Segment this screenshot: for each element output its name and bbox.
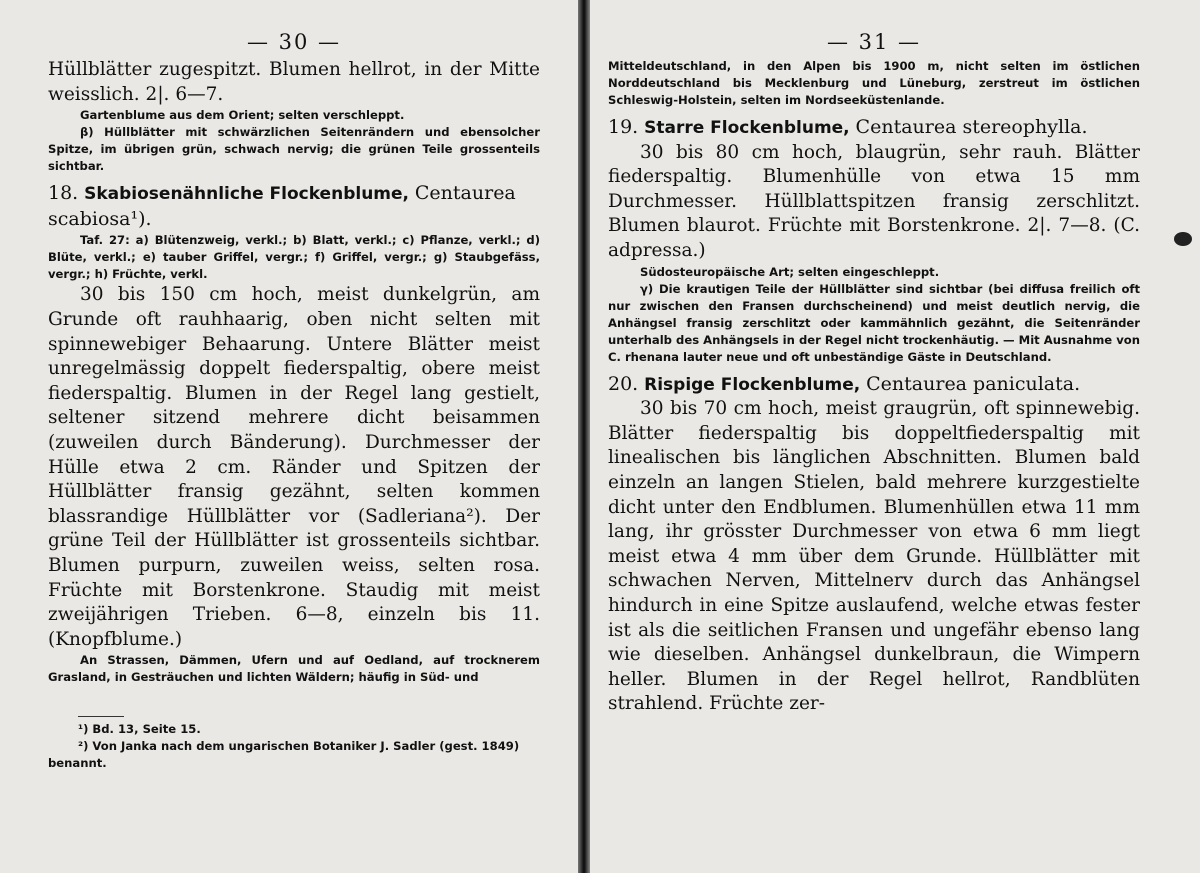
species-description-20: 30 bis 70 cm hoch, meist graugrün, oft spinnewebig. Blätter fiederspaltig bis doppeltfiederspaltig mit linealischen bis länglichen Abschnitten. Blumen bald einzeln an langen Stielen, bald mehrere kurzgestielte dicht unter den Endblumen. Blumenhüllen etwa 11 mm lang, ihr grösster Durchmesser von etwa 6 mm liegt meist etwa 4 mm über dem Grunde. Hüllblätter mit schwachen Nerven, Mittelnerv durch das Anhängsel hindurch in eine Spitze auslaufend, welche etwas fester ist als die seitlichen Fransen und ungefähr ebenso lang wie dieselben. Anhängsel dunkelbraun, die Wimpern heller. Blumen in der Regel hellrot, Randblüten strahlend. Früchte zer- (608, 398, 1140, 715)
species-name: Starre Flockenblume, (644, 118, 850, 138)
ink-speck (1174, 232, 1192, 246)
species-heading-18 (48, 181, 540, 232)
species-heading-20 (608, 372, 1140, 398)
species-number: 20. (608, 372, 639, 395)
footnote-rule (78, 716, 124, 717)
species-heading-19 (608, 115, 1140, 141)
book-gutter (578, 0, 590, 873)
species-latin: Centaurea paniculata. (866, 372, 1081, 395)
footnote-1: ¹) Bd. 13, Seite 15. (78, 722, 201, 737)
species-number: 19. (608, 116, 639, 138)
note-19: Südosteuropäische Art; selten eingeschleppt. (640, 264, 940, 279)
species-description-19: 30 bis 80 cm hoch, blaugrün, sehr rauh. Blätter fiederspaltig. Blumenhülle von etwa 15 mm Durchmesser. Hüllblattspitzen fransig zerschlitzt. Blumen blaurot. Früchte mit Borstenkrone. 2|. 7—8. (C. adpressa.) (608, 141, 1140, 261)
footnote-2: ²) Von Janka nach dem ungarischen Botaniker J. Sadler (gest. 1849) benannt. (48, 739, 520, 771)
species-latin: Centaurea scabiosa¹). (48, 182, 516, 230)
note-garden: Gartenblume aus dem Orient; selten verschleppt. (80, 108, 405, 123)
plate-note: Taf. 27: a) Blütenzweig, verkl.; b) Blatt, verkl.; c) Pflanze, verkl.; d) Blüte, verkl.; e) tauber Griffel, vergr.; f) Griffel, vergr.; g) Staubgefäss, vergr.; h) Früchte, verkl. (48, 233, 540, 282)
note-beta: β) Hüllblätter mit schwärzlichen Seitenrändern und ebensolcher Spitze, im übrigen grün, schwach nervig; die grünen Teile grossenteils sichtbar. (48, 125, 540, 174)
habitat-continued: Mitteldeutschland, in den Alpen bis 1900 m, nicht selten im östlichen Norddeutschland bis Mecklenburg und Lüneburg, zerstreut im östlichen Schleswig-Holstein, selten im Nordseeküstenlande. (608, 59, 1140, 107)
page-number-right: — 31 — (826, 30, 922, 54)
page-number-left: — 30 — (246, 30, 342, 54)
right-page (590, 0, 1200, 873)
intro-text: Hüllblätter zugespitzt. Blumen hellrot, in der Mitte weisslich. 2|. 6—7. (48, 59, 540, 105)
species-latin: Centaurea stereophylla. (855, 116, 1088, 138)
footnotes (48, 716, 540, 772)
species-number: 18. (48, 182, 79, 205)
left-page (0, 0, 578, 873)
note-gamma: γ) Die krautigen Teile der Hüllblätter sind sichtbar (bei diffusa freilich oft nur zwischen den Fransen durchscheinend) und meist deutlich nervig, die Anhängsel fransig zerschlitzt oder kammähnlich gezähnt, die Seitenränder unterhalb des Anhängsels in der Regel nicht trockenhäutig. — Mit Ausnahme von C. rhenana lauter neue und oft unbeständige Gäste in Deutschland. (608, 281, 1140, 364)
species-name: Rispige Flockenblume, (644, 374, 861, 395)
species-name: Skabiosenähnliche Flockenblume, (84, 184, 409, 205)
species-description-18: 30 bis 150 cm hoch, meist dunkelgrün, am Grunde oft rauhhaarig, oben nicht selten mit spinnewebiger Behaarung. Untere Blätter meist unregelmässig doppelt fiederspaltig, obere meist fiederspaltig. Blumen in der Regel lang gestielt, seltener sitzend mehrere dicht beisammen (zuweilen durch Bänderung). Durchmesser der Hülle etwa 2 cm. Ränder und Spitzen der Hüllblätter fransig gezähnt, selten kommen blassrandige Hüllblätter vor (Sadleriana²). Der grüne Teil der Hüllblätter ist grossenteils sichtbar. Blumen purpurn, zuweilen weiss, selten rosa. Früchte mit Borstenkrone. Staudig mit meist zweijährigen Trieben. 6—8, einzeln bis 11. (Knopfblume.) (48, 284, 540, 650)
habitat-18: An Strassen, Dämmen, Ufern und auf Oedland, auf trocknerem Grasland, in Gesträuchen und lichten Wäldern; häufig in Süd- und (48, 653, 540, 685)
